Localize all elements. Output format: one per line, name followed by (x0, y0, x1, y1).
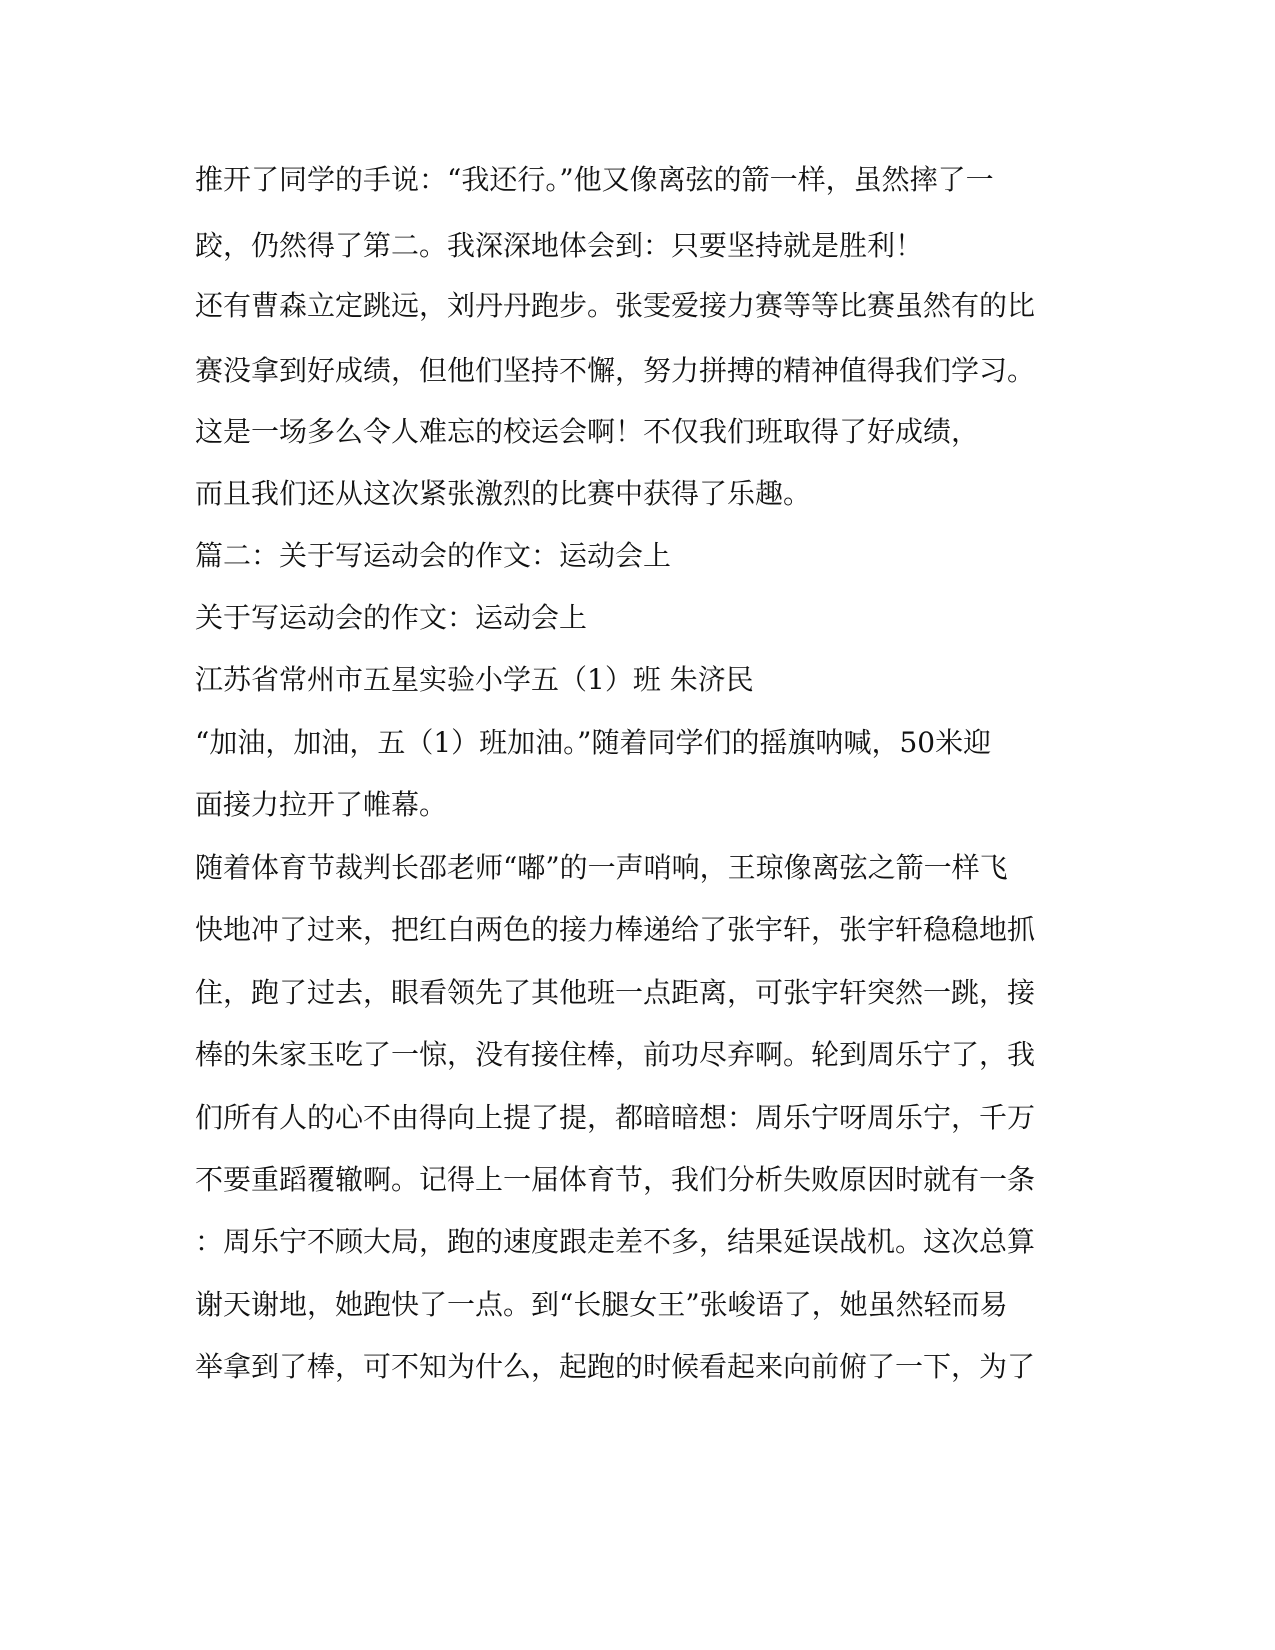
text-line-13: 快地冲了过来，把红白两色的接力棒递给了张宇轩，张宇轩稳稳地抓 (195, 913, 1036, 946)
text-line-14: 住，跑了过去，眼看领先了其他班一点距离，可张宇轩突然一跳，接 (195, 976, 1036, 1009)
text-line-2: 跤，仍然得了第二。我深深地体会到：只要坚持就是胜利！ (195, 229, 924, 262)
text-line-4: 赛没拿到好成绩，但他们坚持不懈，努力拼搏的精神值得我们学习。 (195, 354, 1036, 387)
text-line-12: 随着体育节裁判长邵老师“嘟”的一声哨响，王琼像离弦之箭一样飞 (195, 851, 1008, 884)
text-line-11: 面接力拉开了帷幕。 (195, 788, 448, 821)
text-line-16: 们所有人的心不由得向上提了提，都暗暗想：周乐宁呀周乐宁，千万 (195, 1101, 1036, 1134)
text-line-1: 推开了同学的手说：“我还行。”他又像离弦的箭一样，虽然摔了一 (195, 163, 994, 196)
text-line-17: 不要重蹈覆辙啊。记得上一届体育节，我们分析失败原因时就有一条 (195, 1163, 1036, 1196)
text-line-19: 谢天谢地，她跑快了一点。到“长腿女王”张峻语了，她虽然轻而易 (195, 1288, 1008, 1321)
text-line-9: 江苏省常州市五星实验小学五（1）班 朱济民 (195, 663, 754, 696)
text-line-6: 而且我们还从这次紧张激烈的比赛中获得了乐趣。 (195, 477, 812, 510)
text-line-8: 关于写运动会的作文：运动会上 (195, 601, 588, 634)
text-line-15: 棒的朱家玉吃了一惊，没有接住棒，前功尽弃啊。轮到周乐宁了，我 (195, 1038, 1036, 1071)
text-line-3: 还有曹森立定跳远，刘丹丹跑步。张雯爱接力赛等等比赛虽然有的比 (195, 289, 1036, 322)
text-line-18: ：周乐宁不顾大局，跑的速度跟走差不多，结果延误战机。这次总算 (195, 1225, 1036, 1258)
text-line-5: 这是一场多么令人难忘的校运会啊！不仅我们班取得了好成绩， (195, 415, 980, 448)
text-line-10: “加油，加油，五（1）班加油。”随着同学们的摇旗呐喊，50米迎 (195, 726, 992, 759)
text-line-20: 举拿到了棒，可不知为什么，起跑的时候看起来向前俯了一下，为了 (195, 1350, 1036, 1383)
text-line-7: 篇二：关于写运动会的作文：运动会上 (195, 539, 672, 572)
